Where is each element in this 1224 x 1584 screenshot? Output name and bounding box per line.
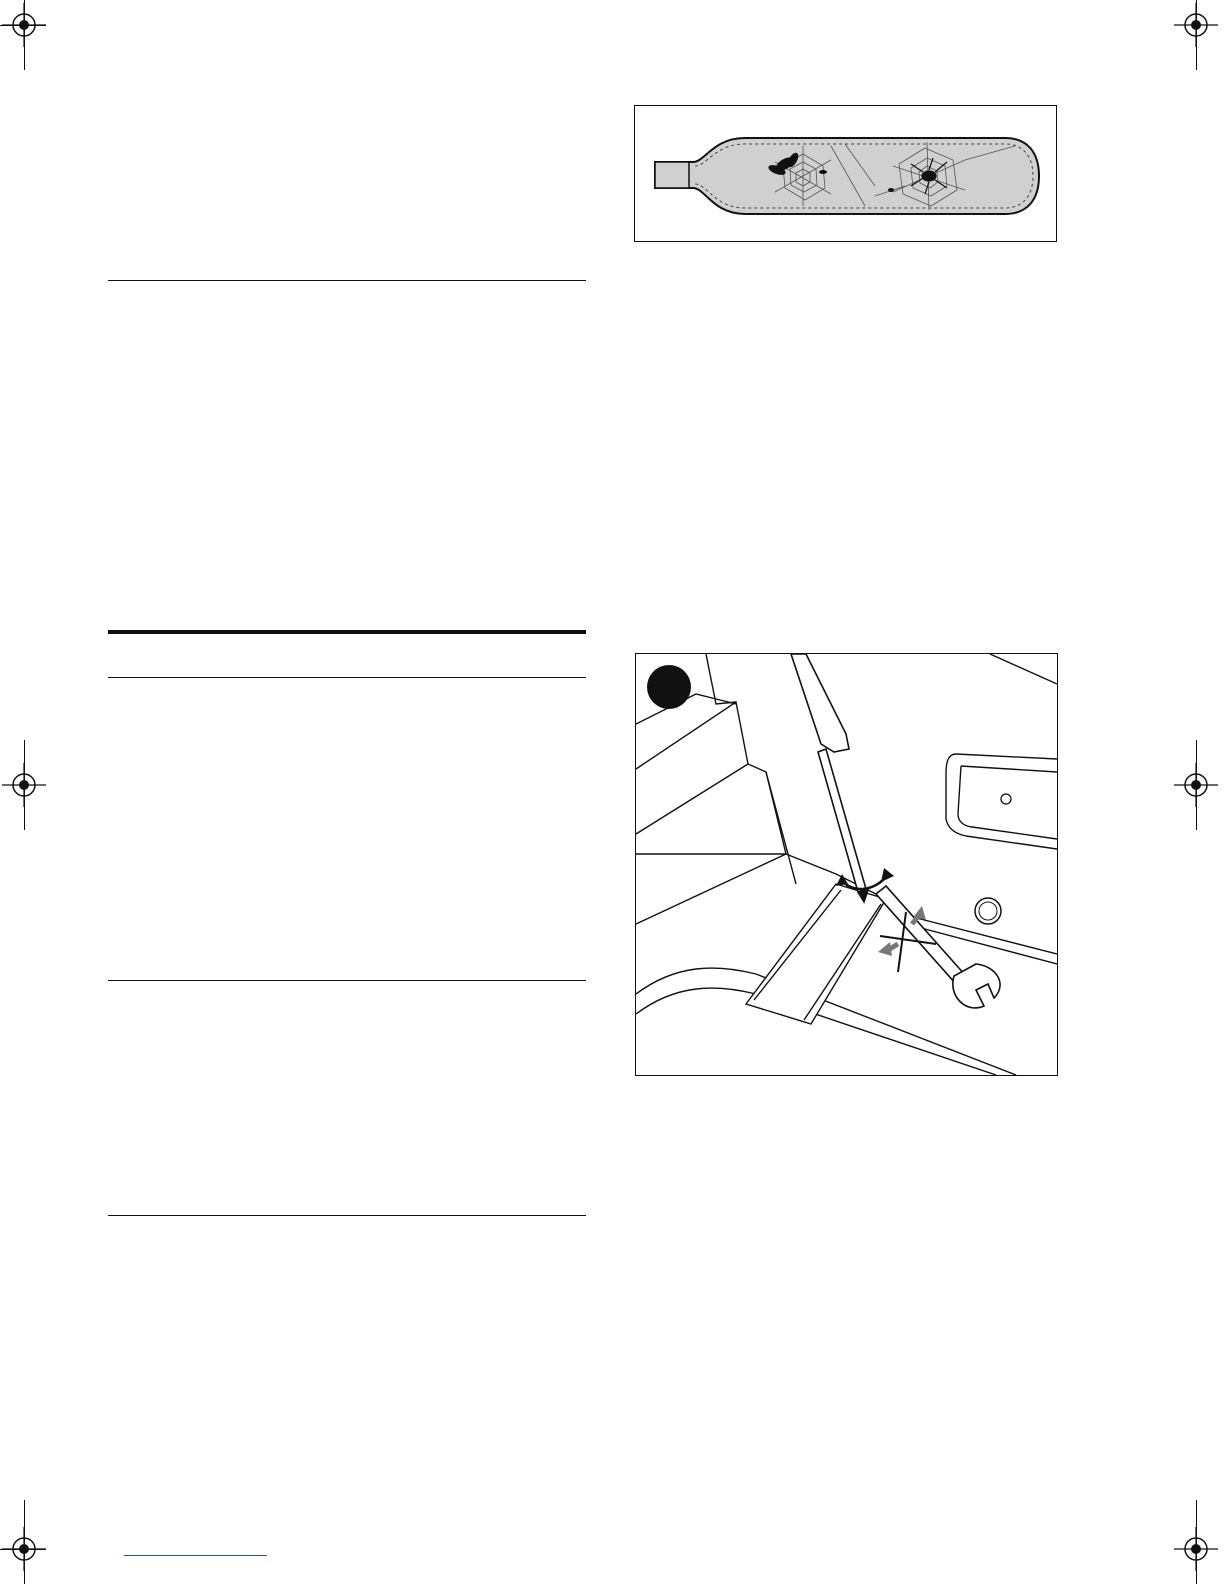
burner-tube-spider-web-icon	[635, 106, 1056, 241]
section-divider	[108, 280, 586, 281]
footer-link-underline[interactable]	[124, 1555, 267, 1556]
section-divider-heavy	[108, 630, 586, 634]
adjustment-figure	[635, 653, 1058, 1076]
burner-tube-figure	[634, 105, 1057, 242]
section-divider	[108, 1215, 586, 1216]
screwdriver-wrench-adjustment-icon	[636, 654, 1057, 1075]
section-divider	[108, 980, 586, 981]
screwdriver-icon	[791, 654, 868, 902]
section-divider	[108, 677, 586, 678]
step-marker-icon	[647, 665, 691, 709]
